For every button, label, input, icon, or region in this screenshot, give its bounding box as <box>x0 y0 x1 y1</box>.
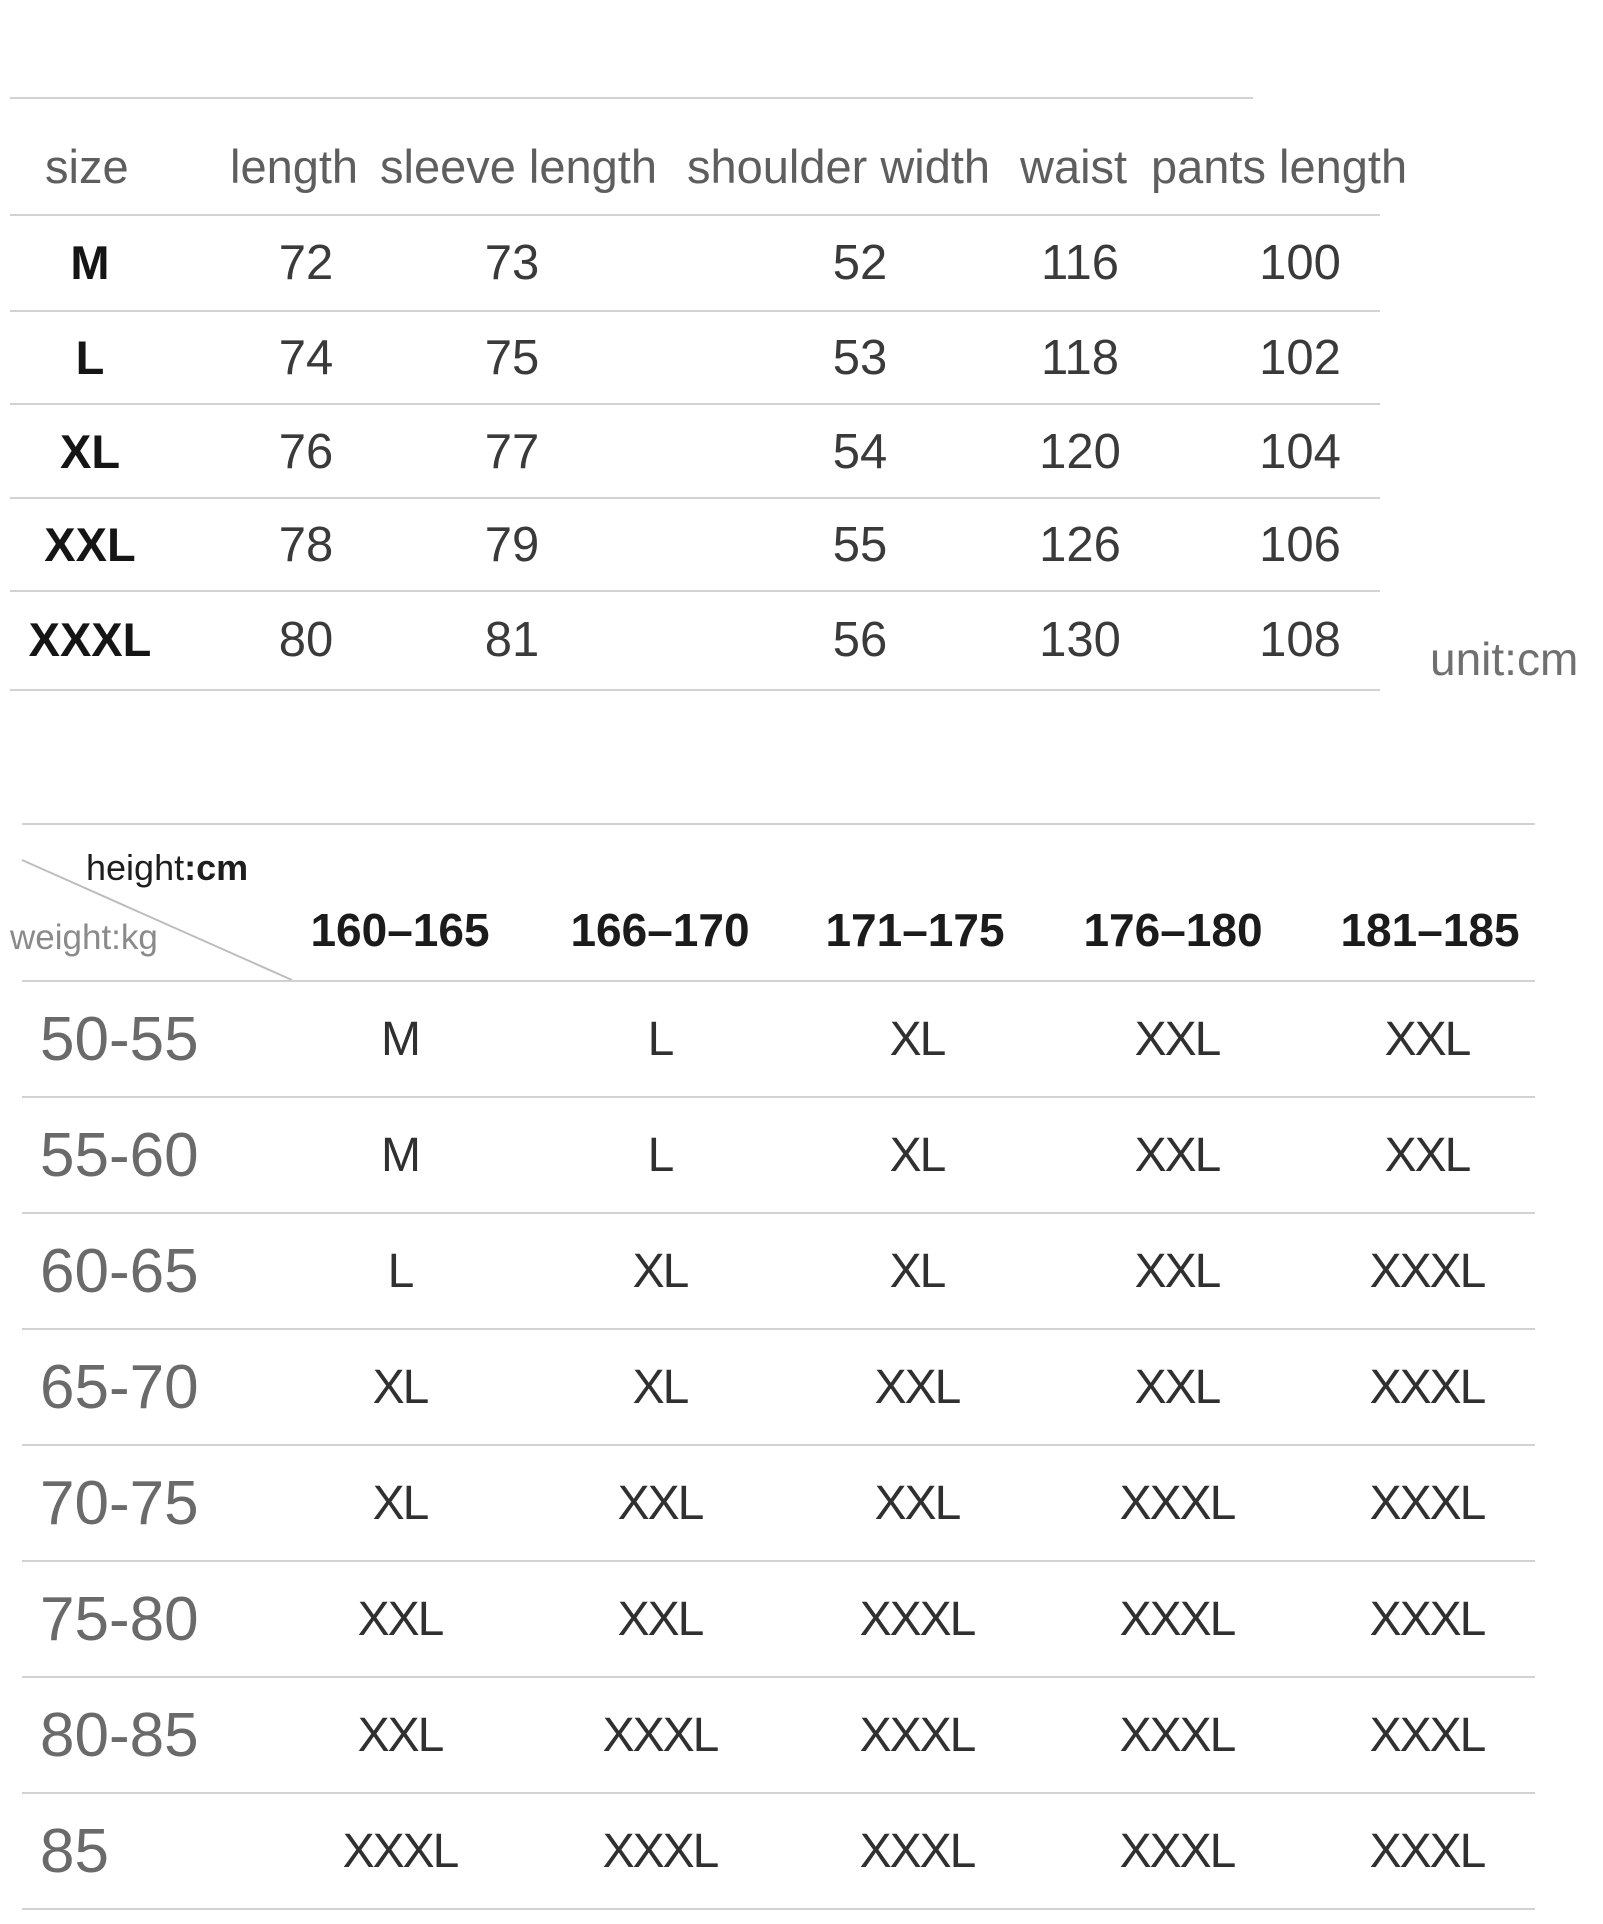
shoulder-width-cell: 55 <box>832 518 888 572</box>
pants-length-cell: 104 <box>1259 425 1341 479</box>
size-cell: XL <box>632 1245 688 1298</box>
size-cell: XL <box>889 1013 945 1066</box>
size-cell: XXXL <box>1369 1361 1485 1414</box>
size-cell: XL <box>372 1361 428 1414</box>
row-divider <box>22 1444 1535 1446</box>
weight-range-cell: 80-85 <box>40 1701 199 1770</box>
shoulder-width-cell: 54 <box>832 425 888 479</box>
weight-range-cell: 50-55 <box>40 1005 199 1074</box>
size-cell: XL <box>632 1361 688 1414</box>
sleeve-length-cell: 77 <box>484 425 540 479</box>
size-cell: XXXL <box>1369 1709 1485 1762</box>
row-divider <box>22 1676 1535 1678</box>
header-sleeve-length: sleeve length <box>380 140 657 193</box>
size-cell: XL <box>372 1477 428 1530</box>
size-cell: M <box>70 236 110 289</box>
size-cell: XXXL <box>1369 1477 1485 1530</box>
pants-length-cell: 100 <box>1259 236 1341 290</box>
size-cell: XXXL <box>1369 1593 1485 1646</box>
table-row <box>0 983 1550 1097</box>
size-cell: M <box>381 1129 419 1182</box>
table-row <box>0 1679 1550 1793</box>
unit-note: unit:cm <box>1430 633 1579 685</box>
row-divider <box>22 1328 1535 1330</box>
size-cell: XXXL <box>602 1825 718 1878</box>
table-bottom-rule <box>22 1908 1535 1910</box>
pants-length-cell: 108 <box>1259 613 1341 667</box>
length-cell: 76 <box>278 425 334 479</box>
sleeve-length-cell: 75 <box>484 331 540 385</box>
table-row <box>0 1563 1550 1677</box>
height-word: height <box>86 847 185 888</box>
waist-cell: 116 <box>1040 236 1120 290</box>
size-cell: XXXL <box>1119 1825 1235 1878</box>
pants-length-cell: 102 <box>1259 331 1341 385</box>
weight-range-cell: 65-70 <box>40 1353 199 1422</box>
table-row <box>0 1447 1550 1561</box>
weight-range-cell: 75-80 <box>40 1585 199 1654</box>
size-cell: XXL <box>1384 1013 1470 1066</box>
length-cell: 78 <box>278 518 334 572</box>
size-cell: M <box>381 1013 419 1066</box>
header-pants-length: pants length <box>1151 140 1408 193</box>
size-cell: XXXL <box>1119 1709 1235 1762</box>
size-cell: L <box>647 1129 673 1182</box>
sleeve-length-cell: 81 <box>484 613 540 667</box>
size-cell: XXL <box>1134 1245 1220 1298</box>
waist-cell: 118 <box>1040 331 1120 385</box>
row-divider <box>22 1096 1535 1098</box>
length-cell: 80 <box>278 613 334 667</box>
size-cell: XXL <box>357 1593 443 1646</box>
size-cell: XXL <box>617 1477 703 1530</box>
table-row <box>0 1099 1550 1213</box>
corner-diagonal-line <box>0 0 320 990</box>
height-range-header: 160–165 <box>310 904 490 956</box>
table-row <box>0 1215 1550 1329</box>
header-shoulder-width: shoulder width <box>687 140 991 193</box>
size-cell: XXXL <box>1119 1593 1235 1646</box>
row-divider <box>22 1560 1535 1562</box>
size-cell: L <box>647 1013 673 1066</box>
row-divider <box>22 1792 1535 1794</box>
size-cell: XXL <box>44 518 136 571</box>
size-cell: L <box>75 331 105 384</box>
header-length: length <box>230 140 359 193</box>
height-range-header: 166–170 <box>570 904 750 956</box>
size-cell: XXL <box>357 1709 443 1762</box>
size-cell: L <box>387 1245 413 1298</box>
height-unit: :cm <box>184 847 249 888</box>
pants-length-cell: 106 <box>1259 518 1341 572</box>
weight-range-cell: 85 <box>40 1817 109 1886</box>
table-row <box>0 1331 1550 1445</box>
height-range-header: 176–180 <box>1083 904 1263 956</box>
size-cell: XXXL <box>859 1709 975 1762</box>
waist-cell: 120 <box>1039 425 1121 479</box>
shoulder-width-cell: 56 <box>832 613 888 667</box>
size-cell: XXXL <box>859 1825 975 1878</box>
waist-cell: 126 <box>1039 518 1121 572</box>
length-cell: 72 <box>278 236 334 290</box>
table-row <box>0 1795 1550 1909</box>
waist-cell: 130 <box>1039 613 1121 667</box>
row-divider <box>22 980 1535 982</box>
weight-range-cell: 70-75 <box>40 1469 199 1538</box>
weight-range-cell: 60-65 <box>40 1237 199 1306</box>
size-cell: XXXL <box>602 1709 718 1762</box>
size-cell: XXXL <box>1369 1245 1485 1298</box>
height-range-header: 181–185 <box>1340 904 1520 956</box>
shoulder-width-cell: 52 <box>832 236 888 290</box>
sleeve-length-cell: 79 <box>484 518 540 572</box>
size-cell: XXXL <box>859 1593 975 1646</box>
size-cell: XXL <box>1134 1013 1220 1066</box>
row-divider <box>22 1212 1535 1214</box>
size-cell: XL <box>889 1129 945 1182</box>
size-cell: XL <box>889 1245 945 1298</box>
weight-axis-label: weight:kg <box>10 918 158 957</box>
size-cell: XXL <box>1384 1129 1470 1182</box>
size-cell: XXL <box>1134 1129 1220 1182</box>
size-cell: XXXL <box>28 613 152 666</box>
size-cell: XXXL <box>1119 1477 1235 1530</box>
header-size: size <box>45 140 129 193</box>
size-cell: XL <box>59 425 121 478</box>
size-cell: XXL <box>1134 1361 1220 1414</box>
length-cell: 74 <box>278 331 334 385</box>
weight-range-cell: 55-60 <box>40 1121 199 1190</box>
size-cell: XXL <box>874 1477 960 1530</box>
shoulder-width-cell: 53 <box>832 331 888 385</box>
header-waist: waist <box>1020 140 1128 193</box>
size-cell: XXL <box>874 1361 960 1414</box>
size-cell: XXL <box>617 1593 703 1646</box>
size-cell: XXXL <box>342 1825 458 1878</box>
sleeve-length-cell: 73 <box>484 236 540 290</box>
height-range-header: 171–175 <box>825 904 1005 956</box>
size-cell: XXXL <box>1369 1825 1485 1878</box>
